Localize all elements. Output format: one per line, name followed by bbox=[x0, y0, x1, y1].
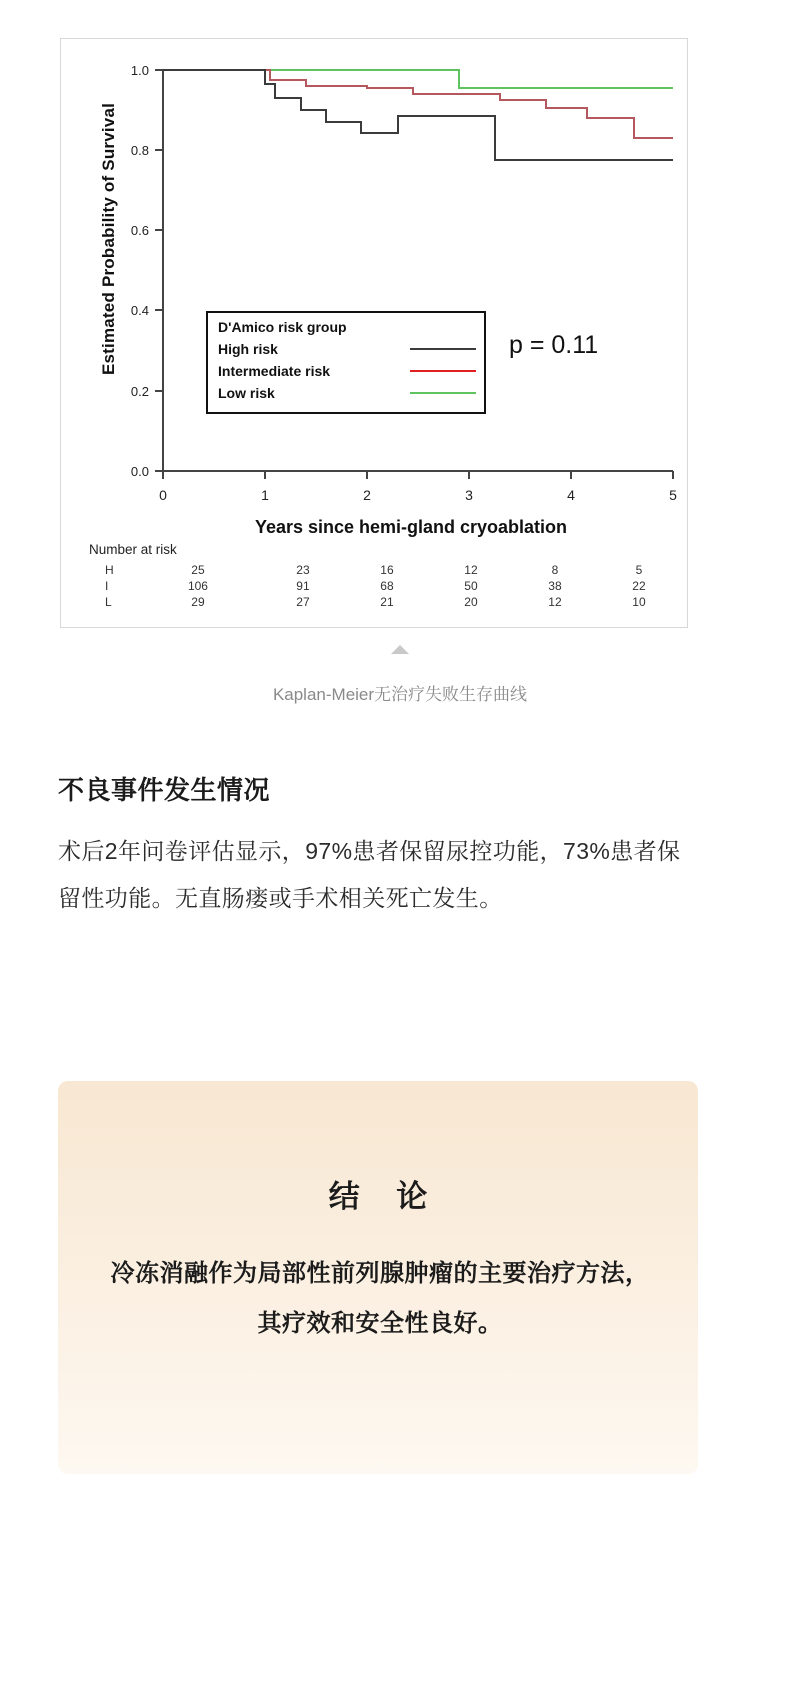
conclusion-card bbox=[58, 1081, 698, 1474]
table-row bbox=[101, 578, 681, 594]
svg-text:0.4: 0.4 bbox=[130, 303, 149, 318]
svg-text:0.8: 0.8 bbox=[130, 143, 149, 158]
svg-text:0.6: 0.6 bbox=[130, 223, 149, 238]
cell: 68 bbox=[380, 579, 394, 593]
legend-item-high-risk bbox=[218, 338, 476, 360]
cell: 12 bbox=[548, 595, 562, 609]
cell: 8 bbox=[551, 563, 559, 577]
svg-text:0.2: 0.2 bbox=[130, 384, 149, 399]
cell: 12 bbox=[464, 563, 478, 577]
svg-text:3: 3 bbox=[465, 487, 473, 503]
cell: 38 bbox=[548, 579, 562, 593]
cell: 23 bbox=[296, 563, 310, 577]
p-value-annotation: p = 0.11 bbox=[509, 331, 599, 359]
chart-legend bbox=[206, 311, 486, 414]
cell: 29 bbox=[191, 595, 205, 609]
svg-text:0.0: 0.0 bbox=[130, 464, 149, 479]
number-at-risk-table bbox=[101, 562, 681, 610]
svg-text:2: 2 bbox=[363, 487, 371, 503]
cell: 27 bbox=[296, 595, 310, 609]
table-row bbox=[101, 594, 681, 610]
chart-plot-area bbox=[61, 39, 689, 629]
svg-text:1: 1 bbox=[261, 487, 269, 503]
cell: 91 bbox=[296, 579, 310, 593]
cell: 16 bbox=[380, 563, 394, 577]
figure-caption: Kaplan-Meier无治疗失败生存曲线 bbox=[272, 685, 528, 704]
cell: 25 bbox=[191, 563, 205, 577]
cell: 5 bbox=[635, 563, 643, 577]
section-title: 不良事件发生情况 bbox=[58, 775, 271, 805]
cell: 22 bbox=[632, 579, 646, 593]
cell: 106 bbox=[187, 579, 208, 593]
svg-text:1.0: 1.0 bbox=[130, 63, 149, 78]
y-axis-label: Estimated Probability of Survival bbox=[99, 102, 118, 376]
legend-label: High risk bbox=[218, 341, 278, 357]
x-axis-label: Years since hemi-gland cryoablation bbox=[254, 517, 568, 537]
svg-text:4: 4 bbox=[567, 487, 575, 503]
legend-swatch-high-risk bbox=[410, 348, 476, 350]
row-label: L bbox=[105, 595, 112, 609]
cell: 10 bbox=[632, 595, 646, 609]
legend-label: Intermediate risk bbox=[218, 363, 331, 379]
cell: 20 bbox=[464, 595, 478, 609]
table-row bbox=[101, 562, 681, 578]
legend-title: D'Amico risk group bbox=[218, 319, 347, 335]
cell: 50 bbox=[464, 579, 478, 593]
row-label: H bbox=[105, 563, 114, 577]
legend-item-intermediate-risk bbox=[218, 360, 476, 382]
number-at-risk-title: Number at risk bbox=[89, 542, 177, 557]
section-paragraph: 术后2年问卷评估显示，97%患者保留尿控功能，73%患者保留性功能。无直肠瘘或手术相关死亡发生。 bbox=[58, 838, 681, 911]
caption-arrow-icon bbox=[391, 645, 409, 654]
svg-text:5: 5 bbox=[669, 487, 677, 503]
legend-label: Low risk bbox=[218, 385, 275, 401]
legend-swatch-low-risk bbox=[410, 392, 476, 394]
conclusion-title: 结 论 bbox=[328, 1179, 442, 1214]
conclusion-text: 冷冻消融作为局部性前列腺肿瘤的主要治疗方法，其疗效和安全性良好。 bbox=[110, 1260, 650, 1337]
kaplan-meier-figure bbox=[60, 38, 688, 628]
svg-text:0: 0 bbox=[159, 487, 167, 503]
legend-item-low-risk bbox=[218, 382, 476, 404]
legend-swatch-intermediate-risk bbox=[410, 370, 476, 372]
row-label: I bbox=[105, 579, 109, 593]
cell: 21 bbox=[380, 595, 394, 609]
